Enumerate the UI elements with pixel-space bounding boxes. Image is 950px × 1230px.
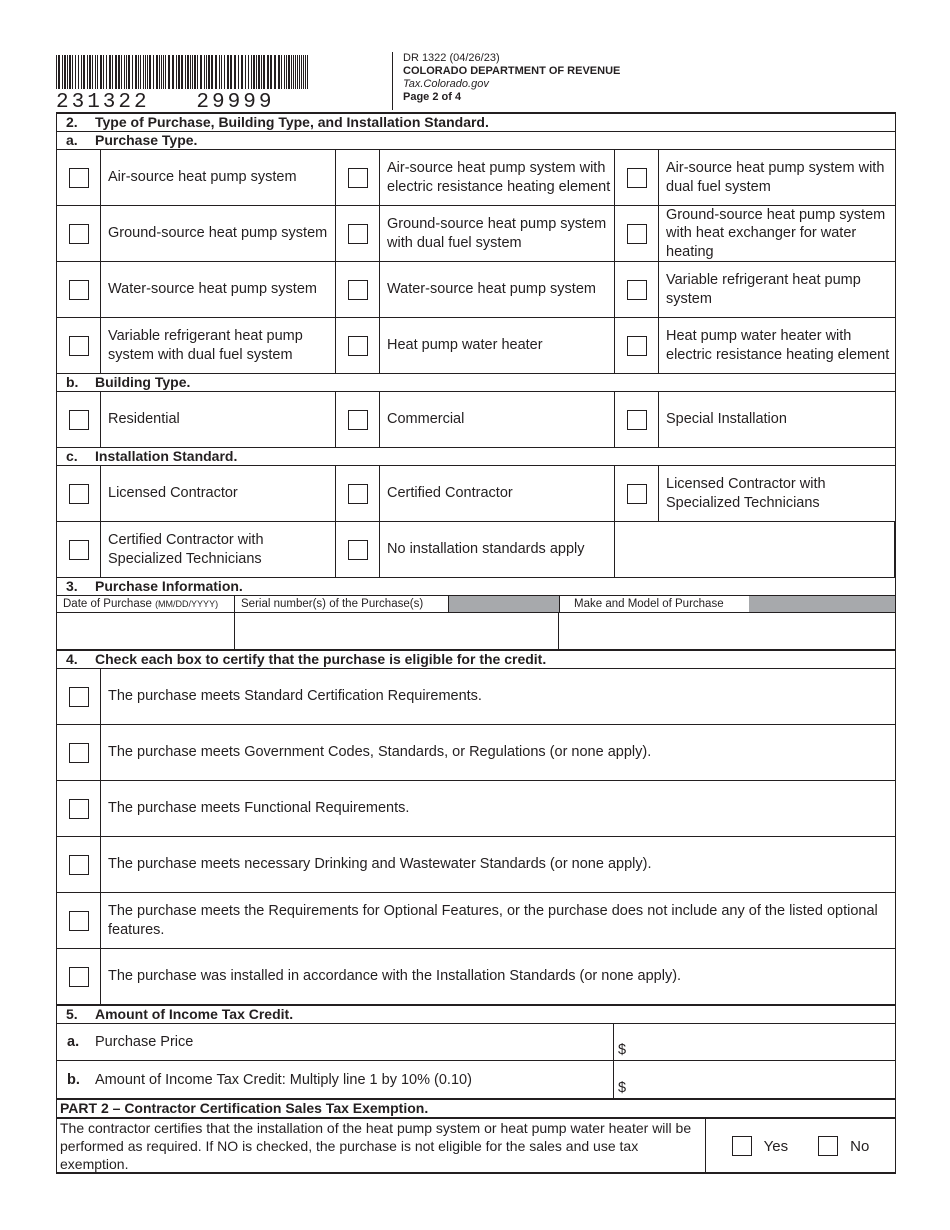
barcode-bar	[297, 55, 298, 89]
purchase-type-checkbox[interactable]	[348, 336, 368, 356]
barcode-bar	[132, 55, 133, 89]
purchase-type-grid	[57, 150, 895, 374]
certification-cell	[57, 837, 101, 893]
licensed-contractor-label: Licensed Contractor	[101, 466, 336, 522]
purchase-type-cell	[336, 318, 380, 374]
barcode-bar	[307, 55, 308, 89]
barcode-bar	[181, 55, 183, 89]
purchase-type-checkbox[interactable]	[69, 336, 89, 356]
section-2c-letter: c.	[66, 448, 78, 464]
certification-checkbox[interactable]	[69, 743, 89, 763]
barcode-bar	[75, 55, 76, 89]
purchase-type-cell	[615, 318, 659, 374]
purchase-type-cell	[615, 206, 659, 262]
section-2a-title: Purchase Type.	[95, 132, 198, 148]
barcode-bar	[178, 55, 180, 89]
barcode-bar	[197, 55, 198, 89]
certified-specialized-label: Certified Contractor with Specialized Technicians	[101, 522, 336, 578]
barcode-bar	[299, 55, 300, 89]
section-2-heading	[57, 114, 895, 132]
barcode-bar	[138, 55, 139, 89]
barcode-bar	[256, 55, 257, 89]
certification-cell	[57, 669, 101, 725]
purchase-type-checkbox[interactable]	[627, 168, 647, 188]
no-standards-checkbox[interactable]	[348, 540, 368, 560]
barcode-bar	[211, 55, 213, 89]
certification-cell	[57, 893, 101, 949]
barcode-bar	[245, 55, 246, 89]
form-body	[56, 112, 896, 1174]
purchase-type-label: Air-source heat pump system with dual fuel system	[659, 150, 895, 206]
barcode-bar	[89, 55, 91, 89]
section-2b-title: Building Type.	[95, 374, 191, 390]
barcode-bar	[67, 55, 68, 89]
barcode	[56, 55, 310, 89]
line-a-letter: a.	[67, 1034, 80, 1050]
dollar-sign: $	[618, 1042, 627, 1058]
tax-credit-label	[57, 1061, 614, 1098]
department-name: COLORADO DEPARTMENT OF REVENUE	[403, 65, 621, 77]
barcode-bar	[204, 55, 205, 89]
barcode-bar	[149, 55, 151, 89]
certification-label: The purchase meets necessary Drinking and Wastewater Standards (or none apply).	[101, 837, 895, 893]
building-type-cell	[336, 392, 380, 448]
purchase-type-cell	[336, 262, 380, 318]
section-2b-heading	[57, 374, 895, 392]
section-2a-letter: a.	[66, 132, 78, 148]
barcode-bar	[194, 55, 196, 89]
purchase-type-cell	[57, 206, 101, 262]
make-label-shade	[749, 596, 895, 612]
section-2-title: Type of Purchase, Building Type, and Installation Standard.	[95, 114, 489, 130]
barcode-bar	[97, 55, 98, 89]
barcode-bar	[238, 55, 239, 89]
barcode-bar	[165, 55, 166, 89]
barcode-bar	[126, 55, 127, 89]
purchase-type-cell	[615, 150, 659, 206]
barcode-bar	[124, 55, 125, 89]
tax-credit-field[interactable]	[614, 1061, 895, 1098]
barcode-bar	[115, 55, 117, 89]
barcode-bar	[284, 55, 285, 89]
licensed-contractor-checkbox[interactable]	[69, 484, 89, 504]
section-4-heading	[57, 649, 895, 669]
certification-label: The purchase was installed in accordance with the Installation Standards (or none apply).	[101, 949, 895, 1005]
barcode-bar	[258, 55, 260, 89]
purchase-info-fields	[57, 613, 895, 649]
purchase-type-label: Ground-source heat pump system with dual fuel system	[380, 206, 615, 262]
certification-cell	[57, 725, 101, 781]
barcode-bar	[100, 55, 102, 89]
certification-checkbox[interactable]	[69, 855, 89, 875]
installation-standard-cell	[57, 466, 101, 522]
barcode-bar	[248, 55, 249, 89]
section-2c-heading	[57, 448, 895, 466]
page-number: Page 2 of 4	[403, 91, 462, 103]
certification-cell	[57, 781, 101, 837]
purchase-type-label: Variable refrigerant heat pump system with dual fuel system	[101, 318, 336, 374]
barcode-bar	[145, 55, 146, 89]
certification-grid	[57, 669, 895, 1005]
barcode-bar	[176, 55, 177, 89]
barcode-bar	[156, 55, 158, 89]
purchase-type-cell	[336, 150, 380, 206]
barcode-bar	[64, 55, 66, 89]
barcode-bar	[153, 55, 154, 89]
barcode-bar	[106, 55, 107, 89]
barcode-bar	[251, 55, 252, 89]
barcode-bar	[227, 55, 229, 89]
purchase-type-cell	[615, 262, 659, 318]
barcode-bar	[92, 55, 93, 89]
barcode-bar	[190, 55, 191, 89]
barcode-bar	[103, 55, 104, 89]
purchase-type-cell	[336, 206, 380, 262]
purchase-type-checkbox[interactable]	[627, 280, 647, 300]
section-2-number: 2.	[66, 114, 78, 130]
website: Tax.Colorado.gov	[403, 78, 489, 90]
section-5-title: Amount of Income Tax Credit.	[95, 1006, 294, 1022]
barcode-bar	[147, 55, 148, 89]
purchase-type-label: Air-source heat pump system	[101, 150, 336, 206]
section-5-number: 5.	[66, 1006, 78, 1022]
section-2b-letter: b.	[66, 374, 79, 390]
purchase-info-labels	[57, 596, 895, 613]
barcode-bar	[172, 55, 174, 89]
purchase-type-label: Ground-source heat pump system with heat exchanger for water heating	[659, 206, 895, 262]
certified-contractor-label: Certified Contractor	[380, 466, 615, 522]
barcode-bar	[143, 55, 144, 89]
purchase-type-cell	[57, 262, 101, 318]
barcode-bar	[303, 55, 304, 89]
barcode-bar	[241, 55, 243, 89]
purchase-type-checkbox[interactable]	[69, 168, 89, 188]
barcode-bar	[295, 55, 296, 89]
part-2-body	[57, 1119, 895, 1172]
barcode-bar	[56, 55, 57, 89]
purchase-type-checkbox[interactable]	[348, 224, 368, 244]
certification-label: The purchase meets Functional Requirements.	[101, 781, 895, 837]
line-b-letter: b.	[67, 1071, 80, 1088]
licensed-specialized-checkbox[interactable]	[627, 484, 647, 504]
form-header	[392, 52, 620, 110]
installation-standard-cell	[336, 522, 380, 578]
purchase-type-checkbox[interactable]	[627, 224, 647, 244]
part-2-statement: The contractor certifies that the installation of the heat pump system or heat pump water heater will be performed as required. If NO is checked, the purchase is not eligible for the sales and use tax exemption.	[57, 1119, 706, 1173]
barcode-bar	[118, 55, 120, 89]
barcode-bar	[69, 55, 71, 89]
certification-checkbox[interactable]	[69, 687, 89, 707]
barcode-bar	[121, 55, 122, 89]
barcode-bar	[230, 55, 232, 89]
barcode-bar	[305, 55, 306, 89]
purchase-type-cell	[57, 318, 101, 374]
certification-checkbox[interactable]	[69, 799, 89, 819]
certified-contractor-checkbox[interactable]	[348, 484, 368, 504]
empty-cell	[615, 522, 895, 578]
certification-cell	[57, 949, 101, 1005]
section-4-title: Check each box to certify that the purchase is eligible for the credit.	[95, 651, 547, 667]
purchase-type-label: Heat pump water heater with electric resistance heating element	[659, 318, 895, 374]
barcode-bar	[263, 55, 265, 89]
yes-checkbox[interactable]	[732, 1136, 752, 1156]
purchase-type-label: Variable refrigerant heat pump system	[659, 262, 895, 318]
serial-label: Serial number(s) of the Purchase(s)	[235, 596, 449, 612]
barcode-block	[56, 55, 310, 114]
barcode-bar	[58, 55, 60, 89]
special-installation-checkbox[interactable]	[627, 410, 647, 430]
barcode-bar	[161, 55, 162, 89]
serial-number-field[interactable]	[235, 613, 559, 649]
residential-checkbox[interactable]	[69, 410, 89, 430]
purchase-price-label	[57, 1024, 614, 1061]
form-id: DR 1322 (04/26/23)	[403, 52, 500, 64]
installation-standard-cell	[57, 522, 101, 578]
no-label: No	[850, 1137, 870, 1155]
barcode-bar	[200, 55, 202, 89]
installation-standard-grid	[57, 466, 895, 578]
barcode-bar	[187, 55, 189, 89]
certification-checkbox[interactable]	[69, 967, 89, 987]
purchase-type-checkbox[interactable]	[69, 280, 89, 300]
dollar-sign: $	[618, 1080, 627, 1096]
barcode-bar	[192, 55, 193, 89]
no-standards-label: No installation standards apply	[380, 522, 615, 578]
barcode-bar	[128, 55, 130, 89]
purchase-type-checkbox[interactable]	[627, 336, 647, 356]
barcode-bar	[112, 55, 113, 89]
certified-specialized-checkbox[interactable]	[69, 540, 89, 560]
barcode-bar	[206, 55, 207, 89]
date-format: (MM/DD/YYYY)	[155, 599, 219, 609]
barcode-bar	[274, 55, 276, 89]
residential-label: Residential	[101, 392, 336, 448]
barcode-bar	[185, 55, 186, 89]
purchase-type-label: Water-source heat pump system	[380, 262, 615, 318]
barcode-bar	[140, 55, 141, 89]
barcode-bar	[208, 55, 210, 89]
section-5-heading	[57, 1005, 895, 1024]
barcode-bar	[95, 55, 96, 89]
date-of-purchase-field[interactable]	[57, 613, 235, 649]
line-b-text: Amount of Income Tax Credit: Multiply line 1 by 10% (0.10)	[95, 1071, 472, 1088]
commercial-label: Commercial	[380, 392, 615, 448]
certification-checkbox[interactable]	[69, 911, 89, 931]
part-2-heading: PART 2 – Contractor Certification Sales Tax Exemption.	[57, 1098, 895, 1119]
section-2a-heading	[57, 132, 895, 150]
barcode-bar	[219, 55, 220, 89]
barcode-bar	[72, 55, 73, 89]
barcode-bar	[81, 55, 82, 89]
section-3-number: 3.	[66, 578, 78, 594]
certification-label: The purchase meets Government Codes, Standards, or Regulations (or none apply).	[101, 725, 895, 781]
certification-label: The purchase meets the Requirements for Optional Features, or the purchase does not include any of the listed optional features.	[101, 893, 895, 949]
barcode-bar	[168, 55, 170, 89]
barcode-bar	[87, 55, 88, 89]
yes-label: Yes	[763, 1137, 789, 1155]
purchase-type-label: Water-source heat pump system	[101, 262, 336, 318]
purchase-type-checkbox[interactable]	[348, 280, 368, 300]
make-model-label: Make and Model of Purchase	[559, 596, 749, 612]
barcode-bar	[221, 55, 222, 89]
barcode-bar	[293, 55, 294, 89]
purchase-type-label: Heat pump water heater	[380, 318, 615, 374]
purchase-type-label: Ground-source heat pump system	[101, 206, 336, 262]
purchase-type-cell	[57, 150, 101, 206]
purchase-type-label: Air-source heat pump system with electric resistance heating element	[380, 150, 615, 206]
purchase-price-field[interactable]	[614, 1024, 895, 1061]
serial-label-shade	[449, 596, 559, 612]
barcode-bar	[288, 55, 290, 89]
barcode-number: 231322 29999	[56, 91, 275, 114]
amount-grid	[57, 1024, 895, 1098]
date-label-text: Date of Purchase	[63, 598, 152, 610]
commercial-checkbox[interactable]	[348, 410, 368, 430]
barcode-bar	[224, 55, 225, 89]
section-4-number: 4.	[66, 651, 78, 667]
date-label	[57, 596, 235, 612]
yes-no-group	[706, 1119, 895, 1173]
section-3-title: Purchase Information.	[95, 578, 243, 594]
barcode-bar	[253, 55, 255, 89]
section-2c-title: Installation Standard.	[95, 448, 238, 464]
barcode-bar	[267, 55, 269, 89]
barcode-bar	[291, 55, 292, 89]
barcode-bar	[270, 55, 272, 89]
barcode-bar	[78, 55, 79, 89]
barcode-bar	[301, 55, 302, 89]
barcode-bar	[62, 55, 63, 89]
building-type-grid	[57, 392, 895, 448]
building-type-cell	[615, 392, 659, 448]
barcode-bar	[234, 55, 236, 89]
line-a-text: Purchase Price	[95, 1034, 194, 1050]
certification-label: The purchase meets Standard Certification Requirements.	[101, 669, 895, 725]
barcode-bar	[83, 55, 85, 89]
barcode-bar	[278, 55, 280, 89]
barcode-bar	[215, 55, 217, 89]
barcode-bar	[163, 55, 164, 89]
section-3-heading	[57, 578, 895, 596]
barcode-bar	[261, 55, 262, 89]
barcode-bar	[159, 55, 160, 89]
barcode-bar	[281, 55, 282, 89]
make-model-field[interactable]	[559, 613, 895, 649]
barcode-bar	[286, 55, 287, 89]
licensed-specialized-label: Licensed Contractor with Specialized Technicians	[659, 466, 895, 522]
barcode-bar	[135, 55, 137, 89]
building-type-cell	[57, 392, 101, 448]
barcode-bar	[109, 55, 111, 89]
installation-standard-cell	[336, 466, 380, 522]
special-installation-label: Special Installation	[659, 392, 895, 448]
purchase-type-checkbox[interactable]	[69, 224, 89, 244]
no-checkbox[interactable]	[818, 1136, 838, 1156]
purchase-type-checkbox[interactable]	[348, 168, 368, 188]
installation-standard-cell	[615, 466, 659, 522]
